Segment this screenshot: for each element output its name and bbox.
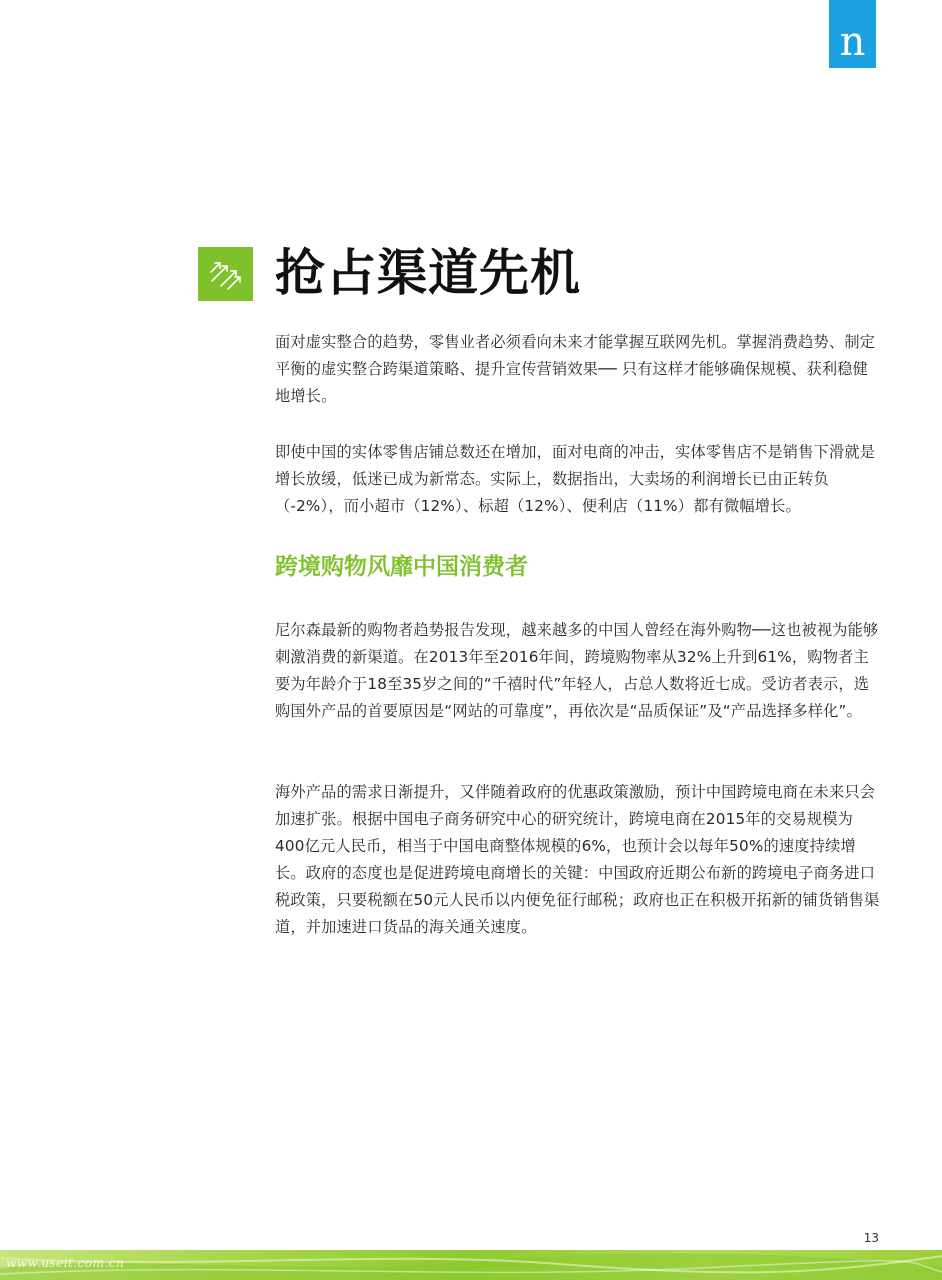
brand-logo bbox=[829, 0, 876, 68]
article-body bbox=[275, 329, 880, 941]
page-number: 13 bbox=[863, 1231, 879, 1245]
section-title: 抢占渠道先机 bbox=[275, 244, 581, 302]
paragraph-cross-border-growth: 海外产品的需求日渐提升，又伴随着政府的优惠政策激励，预计中国跨境电商在未来只会加速扩张。根据中国电子商务研究中心的研究统计，跨境电商在2015年的交易规模为400亿元人民币，相当于中国电商整体规模的6%，也预计会以每年50%的速度持续增长。政府的态度也是促进跨境电商增长的关键：中国政府近期公布新的跨境电子商务进口税政策，只要税额在50元人民币以内便免征行邮税；政府也正在积极开拓新的铺货销售渠道，并加速进口货品的海关通关速度。 bbox=[275, 783, 880, 936]
cross-border-subheading: 跨境购物风靡中国消费者 bbox=[275, 554, 528, 580]
paragraph-cross-border-shoppers: 尼尔森最新的购物者趋势报告发现，越来越多的中国人曾经在海外购物──这也被视为能够刺激消费的新渠道。在2013年至2016年间，跨境购物率从32%上升到61%，购物者主要为年龄介于18至35岁之间的“千禧时代”年轻人，占总人数将近七成。受访者表示，选购国外产品的首要原因是“网站的可靠度”，再依次是“品质保证”及“产品选择多样化”。 bbox=[275, 621, 879, 720]
watermark: www.useit.com.cn bbox=[6, 1256, 125, 1270]
rising-arrows-icon bbox=[198, 247, 253, 301]
paragraph-omnichannel: 面对虚实整合的趋势，零售业者必须看向未来才能掌握互联网先机。掌握消费趋势、制定平衡的虚实整合跨渠道策略、提升宣传营销效果── 只有这样才能够确保规模、获利稳健地增长。 bbox=[275, 333, 876, 405]
footer-band bbox=[0, 1250, 942, 1280]
paragraph-retail-stores: 即使中国的实体零售店铺总数还在增加，面对电商的冲击，实体零售店不是销售下滑就是增长放缓，低迷已成为新常态。实际上，数据指出，大卖场的利润增长已由正转负（-2%），而小超市（12%）、标超（12%）、便利店（11%）都有微幅增长。 bbox=[275, 443, 876, 515]
brand-logo-letter: n bbox=[839, 19, 866, 65]
